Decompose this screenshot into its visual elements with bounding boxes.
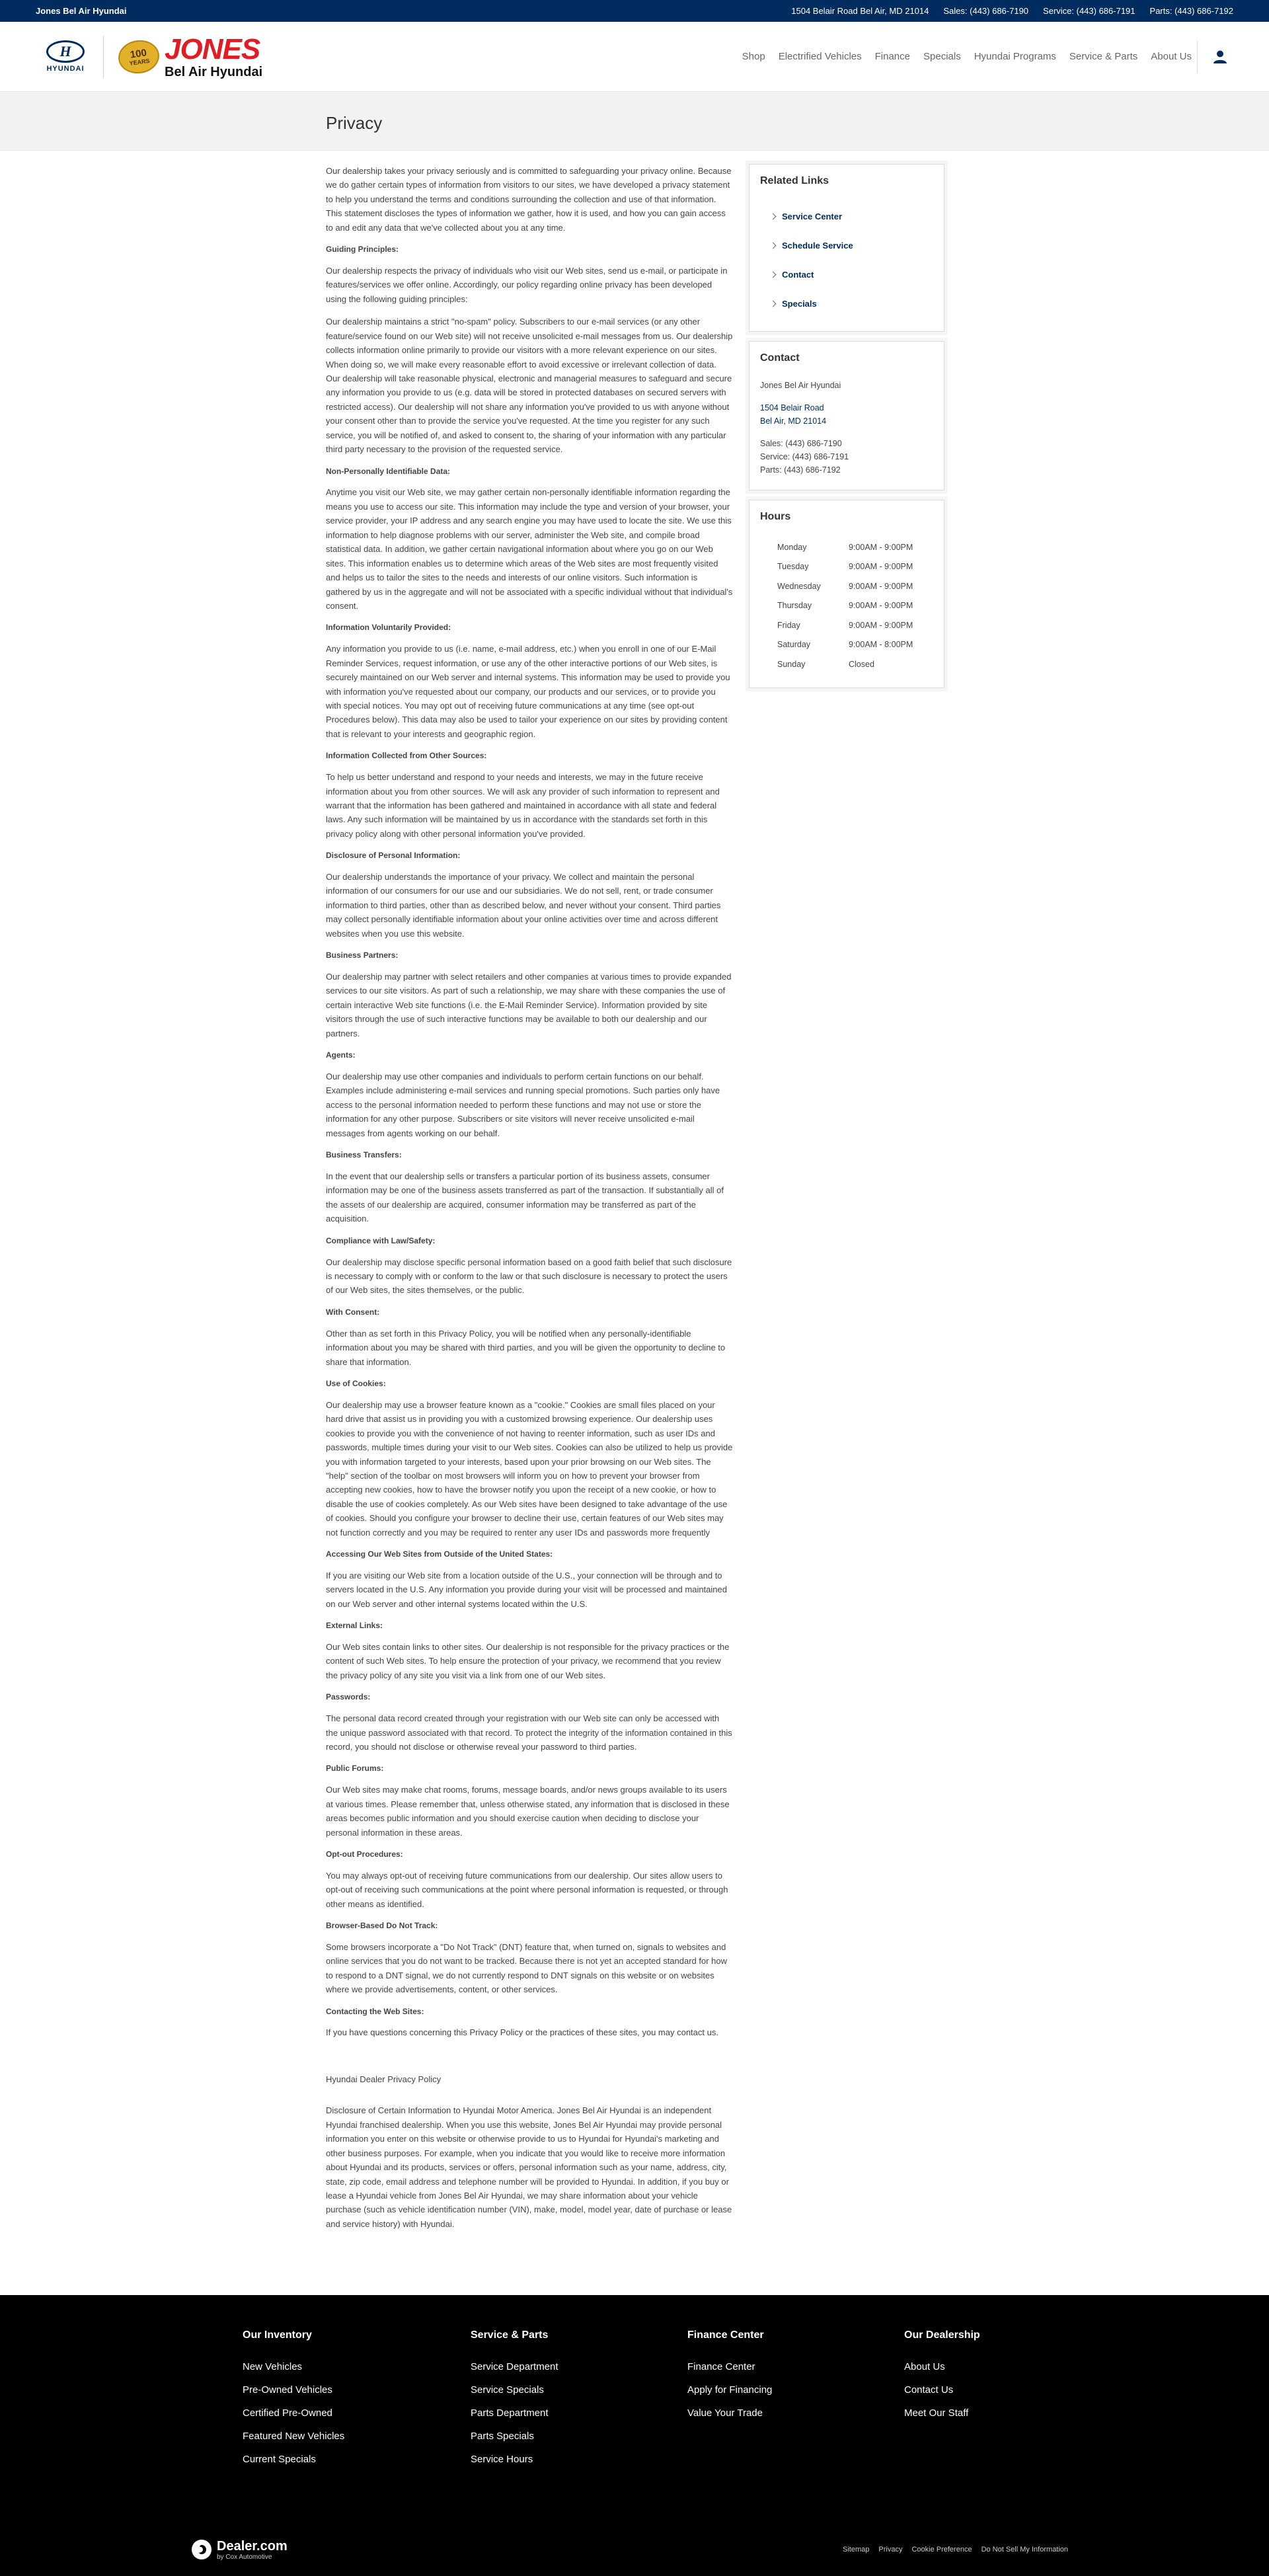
paragraph-with-consent: Other than as set forth in this Privacy Policy, you will be notified when any personally-identifiable information about you may be shared with third parties, and you will be given the opportunity to decline to share that information.	[326, 1328, 726, 1367]
heading-business-partners: Business Partners:	[326, 951, 399, 960]
heading-external-links: External Links:	[326, 1621, 383, 1631]
related-link-contact[interactable]	[760, 260, 933, 289]
related-link-specials[interactable]	[760, 289, 933, 318]
footer-col-service	[471, 2329, 687, 2477]
nav-separator	[1197, 40, 1198, 73]
hours-time: 9:00AM - 9:00PM	[849, 581, 913, 591]
footer-col-title: Our Dealership	[904, 2329, 980, 2341]
footer-col-finance	[687, 2329, 904, 2477]
chevron-right-icon	[770, 300, 777, 307]
contact-sales-phone[interactable]: Sales: (443) 686-7190	[760, 439, 842, 448]
footer-link-certified[interactable]: Certified Pre-Owned	[243, 2407, 332, 2419]
hours-day: Monday	[777, 542, 807, 552]
footer-link-finance-center[interactable]: Finance Center	[687, 2361, 755, 2373]
heading-contacting: Contacting the Web Sites:	[326, 2006, 424, 2016]
footer-link-service-dept[interactable]: Service Department	[471, 2361, 558, 2373]
paragraph-do-not-track: Some browsers incorporate a "Do Not Track" (DNT) feature that, when turned on, signals to websites and online services that you do not want to be tracked. Because there is not yet an accepted standard for how to respond to a DNT signal, we do not currently respond to DNT signals on this website or on websites where we provide advertisements, content, or other services.	[326, 1941, 728, 1995]
contact-address-line2: Bel Air, MD 21014	[760, 416, 827, 426]
paragraph-voluntary-info: Any information you provide to us (i.e. name, e-mail address, etc.) when you enroll in one of our E-Mail Reminder Services, request information, or use any of the other interactive portions of our Web sites, is securely maintained on our Web server and internal systems. This information may be used to provide you with information you've requested about our company, our products and our services, or to provide you with special notices. You may opt out of receiving future communications at any time (see opt-out Procedures below). This data may also be used to tailor your experience on our sites by providing content that is relevant to your interests and geographic region.	[326, 644, 730, 739]
footer-link-pre-owned[interactable]: Pre-Owned Vehicles	[243, 2384, 332, 2396]
badge-text: YEARS	[128, 56, 151, 67]
heading-disclosure: Disclosure of Personal Information:	[326, 851, 461, 861]
heading-do-not-track: Browser-Based Do Not Track:	[326, 1921, 438, 1931]
hyundai-logo[interactable]	[42, 40, 89, 73]
footer-link-featured-new[interactable]: Featured New Vehicles	[243, 2431, 345, 2442]
site-footer	[0, 2295, 1269, 2576]
dealer-com-logo[interactable]	[192, 2539, 288, 2561]
contact-parts-phone[interactable]: Parts: (443) 686-7192	[760, 465, 841, 475]
related-link-label: Specials	[782, 298, 817, 309]
nav-shop[interactable]: Shop	[742, 51, 765, 62]
dealer-logo-name: JONES	[165, 32, 260, 65]
paragraph-business-partners: Our dealership may partner with select retailers and other companies at various times to provide expanded services to our site visitors. As part of such a relationship, we may share with these companies the use of certain interactive Web site functions (i.e. the E-Mail Reminder Service). Information provided by site visitors through the use of such interactive functions may be available to both our dealership and our partners.	[326, 972, 732, 1038]
paragraph-disclosure: Our dealership understands the importance of your privacy. We collect and maintain the personal information of our consumers for our use and our subsidiaries. We do not sell, rent, or trade consumer information to third parties, other than as described below, and never without your consent. Third parties may collect personally identifiable information about your online activities over time and across different websites when you use this website.	[326, 872, 721, 939]
top-bar	[0, 0, 1269, 22]
heading-compliance: Compliance with Law/Safety:	[326, 1235, 436, 1245]
chevron-right-icon	[770, 242, 777, 249]
nav-finance[interactable]: Finance	[874, 51, 910, 62]
related-link-label: Service Center	[782, 211, 843, 221]
legal-link-privacy[interactable]: Privacy	[878, 2546, 903, 2554]
paragraph-guiding-2: Our dealership maintains a strict "no-spam" policy. Subscribers to our e-mail services (or any other feature/service found on our Web site) will not receive unsolicited e-mail messages from us. Our dealership collects information online primarily to provide our visitors with a more relevant experience on our sites. When doing so, we will make every reasonable effort to avoid excessive or irrelevant collection of data. Our dealership will take reasonable physical, electronic and managerial measures to safeguard and secure any information you provide to us (e.g. data will be stored in protected databases on secured servers with restricted access). Our dealership will not share any information you've provided to us with anyone without your consent other than to provide the service you've requested. At the time you register for any such service, you will be notified of, and asked to consent to, the sharing of your information with any particular third party necessary to the provision of the requested service.	[326, 317, 733, 455]
heading-guiding-principles: Guiding Principles:	[326, 245, 399, 254]
hours-day: Thursday	[777, 601, 812, 611]
hours-time: 9:00AM - 8:00PM	[849, 640, 913, 650]
related-links-card	[749, 164, 944, 332]
related-links-title: Related Links	[760, 175, 829, 186]
nav-service-parts[interactable]: Service & Parts	[1069, 51, 1138, 62]
related-link-service-center[interactable]	[760, 202, 933, 231]
privacy-policy-text	[326, 164, 733, 2240]
hours-table	[777, 537, 933, 674]
hours-row	[777, 615, 933, 635]
hours-row	[777, 576, 933, 596]
contact-title: Contact	[760, 352, 800, 364]
dealer-logo-subtitle: Bel Air Hyundai	[165, 64, 263, 79]
hours-day: Sunday	[777, 659, 806, 669]
hyundai-mark-icon: H	[46, 40, 85, 63]
hours-time: Closed	[849, 659, 874, 669]
anniversary-badge-icon	[116, 37, 161, 75]
paragraph-cookies: Our dealership may use a browser feature known as a "cookie." Cookies are small files placed on your hard drive that assist us in providing you with a customized browsing experience. Our dealership uses cookies to provide you with the convenience of not having to reenter information, such as user IDs and passwords, multiple times during your visit to our Web sites. Cookies can also be utilized to help us provide you with information targeted to your interests, based upon your prior browsing on our Web sites. The "help" section of the toolbar on most browsers will inform you on how to prevent your browser from accepting new cookies, how to have the browser notify you upon the receipt of a new cookie, or how to disable the use of cookies completely. As our Web sites have been designed to take advantage of the use of cookies. Should you configure your browser to decline their use, certain features of our Web sites may not function correctly and you may be required to renter any user IDs and passwords more frequently	[326, 1399, 733, 1538]
topbar-parts-phone[interactable]: Parts: (443) 686-7192	[1149, 6, 1233, 16]
user-account-icon[interactable]	[1207, 44, 1233, 70]
footer-col-dealership	[904, 2329, 980, 2477]
nav-electrified-vehicles[interactable]: Electrified Vehicles	[778, 51, 862, 62]
hyundai-policy-title: Hyundai Dealer Privacy Policy	[326, 2074, 442, 2084]
hours-title: Hours	[760, 511, 791, 522]
footer-link-service-specials[interactable]: Service Specials	[471, 2384, 544, 2396]
brand-divider	[103, 36, 104, 78]
policy-intro: Our dealership takes your privacy seriously and is committed to safeguarding your privacy online. Because we do gather certain types of information from visitors to our sites, we have developed a privacy statement to help you understand the terms and conditions surrounding the collection and use of that information. This statement discloses the types of information we gather, how it is used, and how you can gain access to and edit any data that we've collected about you at any time.	[326, 166, 732, 233]
hours-row	[777, 596, 933, 616]
site-header	[0, 22, 1269, 92]
section-spacer	[326, 2049, 733, 2072]
paragraph-non-personal-data: Anytime you visit our Web site, we may gather certain non-personally identifiable information regarding the means you use to access our site. This information may include the type and version of your browser, your service provider, your IP address and any search engine you may have used to locate the site. We use this information to help diagnose problems with our server, administer the Web site, and compile broad statistical data. In addition, we gather certain navigational information about where you go on our Web sites. This information enables us to determine which areas of the Web sites are most frequently visited and helps us to tailor the sites to the needs and interests of our online visitors. Such information is gathered by us in the aggregate and will not be associated with a specific individual without that individual's consent.	[326, 487, 733, 611]
hours-day: Friday	[777, 620, 800, 630]
related-link-schedule-service[interactable]	[760, 231, 933, 260]
footer-col-title: Service & Parts	[471, 2329, 549, 2341]
heading-agents: Agents:	[326, 1050, 356, 1060]
footer-link-value-trade[interactable]: Value Your Trade	[687, 2407, 763, 2419]
badge-number: 100	[129, 46, 147, 60]
contact-dealer-name: Jones Bel Air Hyundai	[760, 381, 841, 390]
hours-row	[777, 557, 933, 577]
heading-cookies: Use of Cookies:	[326, 1378, 386, 1388]
paragraph-external-links: Our Web sites contain links to other sites. Our dealership is not responsible for the privacy practices or the content of such Web sites. To help ensure the protection of your privacy, we recommend that you review the privacy policy of any site you visit via a link from one of our Web sites.	[326, 1642, 730, 1680]
heading-outside-us: Accessing Our Web Sites from Outside of the United States:	[326, 1549, 553, 1559]
hours-row	[777, 654, 933, 674]
footer-link-about-us[interactable]: About Us	[904, 2361, 945, 2373]
topbar-service-phone[interactable]: Service: (443) 686-7191	[1043, 6, 1135, 16]
footer-link-new-vehicles[interactable]: New Vehicles	[243, 2361, 303, 2373]
footer-bottom-bar	[0, 2523, 1269, 2576]
dealer-com-sub: by Cox Automotive	[217, 2553, 272, 2561]
footer-link-parts-dept[interactable]: Parts Department	[471, 2407, 549, 2419]
paragraph-passwords: The personal data record created through your registration with our Web site can only be accessed with the unique password associated with that record. To protect the integrity of the information contained in this record, you should not disclose or otherwise reveal your password to third parties.	[326, 1713, 732, 1752]
paragraph-agents: Our dealership may use other companies and individuals to perform certain functions on our behalf. Examples include administering e-mail services and running special promotions. Such parties only have access to the personal information needed to perform these functions and may not use or store the information for any other purpose. Subscribers or site visitors will never receive unsolicited e-mail messages from agents working on our behalf.	[326, 1072, 720, 1138]
footer-col-title: Finance Center	[687, 2329, 764, 2341]
paragraph-public-forums: Our Web sites may make chat rooms, forums, message boards, and/or news groups available to its users at various times. Please remember that, unless otherwise stated, any information that is disclosed in these areas becomes public information and you should exercise caution when deciding to disclose your personal information in these areas.	[326, 1785, 730, 1838]
nav-about-us[interactable]: About Us	[1151, 51, 1192, 62]
paragraph-hyundai-policy: Disclosure of Certain Information to Hyundai Motor America. Jones Bel Air Hyundai is an independent Hyundai franchised dealership. When you use this website, Jones Bel Air Hyundai may provide personal information you enter on this website or otherwise provide to us to Hyundai for Hyundai's marketing and other business purposes. For example, when you indicate that you would like to receive more information about Hyundai and its products, services or offers, personal information such as your name, address, city, state, zip code, email address and telephone number will be provided to Hyundai. In addition, if you buy or lease a Hyundai vehicle from Jones Bel Air Hyundai, we may share information about your vehicle purchase (such as vehicle identification number (VIN), make, model, model year, date of purchase or lease and service history) with Hyundai.	[326, 2105, 732, 2229]
hours-time: 9:00AM - 9:00PM	[849, 620, 913, 630]
paragraph-opt-out: You may always opt-out of receiving future communications from our dealership. Our sites allow users to opt-out of receiving such communications at the point where personal information is requested, or through other means as identified.	[326, 1870, 728, 1909]
paragraph-other-sources: To help us better understand and respond to your needs and interests, we may in the future receive information about you from other sources. We will ask any provider of such information to represent and warrant that the information has been gathered and maintained in accordance with all state and federal laws. Any such information will be maintained by us in accordance with the standards set forth in this privacy policy along with other personal information you've provided.	[326, 772, 720, 839]
brand-logos[interactable]	[42, 32, 263, 79]
nav-hyundai-programs[interactable]: Hyundai Programs	[974, 51, 1056, 62]
paragraph-contacting: If you have questions concerning this Privacy Policy or the practices of these sites, you may contact us.	[326, 2027, 718, 2038]
footer-link-current-specials[interactable]: Current Specials	[243, 2454, 316, 2466]
dealer-com-mark-icon	[192, 2540, 212, 2559]
hours-time: 9:00AM - 9:00PM	[849, 601, 913, 611]
footer-col-title: Our Inventory	[243, 2329, 312, 2341]
paragraph-guiding-1: Our dealership respects the privacy of individuals who visit our Web sites, send us e-mail, or participate in features/services we offer online. Accordingly, our policy regarding online privacy has been developed using the following guiding principles:	[326, 265, 728, 304]
legal-link-cookie-preference[interactable]: Cookie Preference	[911, 2546, 972, 2554]
heading-passwords: Passwords:	[326, 1692, 371, 1702]
hours-day: Saturday	[777, 640, 811, 650]
chevron-right-icon	[770, 271, 777, 278]
heading-business-transfers: Business Transfers:	[326, 1150, 402, 1160]
legal-link-sitemap[interactable]: Sitemap	[843, 2546, 870, 2554]
footer-link-meet-staff[interactable]: Meet Our Staff	[904, 2407, 969, 2419]
footer-col-inventory	[243, 2329, 471, 2477]
related-link-label: Schedule Service	[782, 240, 853, 251]
page-title-band	[0, 92, 1269, 151]
hyundai-wordmark: HYUNDAI	[46, 65, 85, 73]
page-title: Privacy	[326, 113, 383, 133]
contact-address-line1: 1504 Belair Road	[760, 403, 824, 412]
hours-day: Tuesday	[777, 562, 809, 572]
main-nav	[742, 51, 1192, 62]
legal-link-do-not-sell[interactable]: Do Not Sell My Information	[981, 2546, 1068, 2554]
hours-row	[777, 537, 933, 557]
heading-with-consent: With Consent:	[326, 1307, 380, 1317]
hours-time: 9:00AM - 9:00PM	[849, 562, 913, 572]
hours-card	[749, 500, 944, 688]
legal-links	[843, 2546, 1068, 2554]
main-content	[0, 151, 1269, 2240]
heading-other-sources: Information Collected from Other Sources:	[326, 751, 487, 761]
contact-card	[749, 341, 944, 490]
heading-non-personal-data: Non-Personally Identifiable Data:	[326, 466, 451, 476]
related-link-label: Contact	[782, 269, 814, 280]
sidebar	[749, 164, 944, 2240]
dealer-com-brand: Dealer.com	[217, 2538, 288, 2554]
paragraph-compliance: Our dealership may disclose specific personal information based on a good faith belief that such disclosure is necessary to comply with or conform to the law or that such disclosure is necessary to protect the users of our Web sites, the sites themselves, or the public.	[326, 1257, 732, 1296]
contact-address[interactable]	[760, 401, 933, 428]
contact-service-phone[interactable]: Service: (443) 686-7191	[760, 452, 849, 461]
footer-link-service-hours[interactable]: Service Hours	[471, 2454, 533, 2466]
topbar-address[interactable]: 1504 Belair Road Bel Air, MD 21014	[791, 6, 929, 16]
heading-opt-out: Opt-out Procedures:	[326, 1850, 403, 1859]
chevron-right-icon	[770, 213, 777, 219]
topbar-dealer-name[interactable]: Jones Bel Air Hyundai	[36, 6, 127, 16]
footer-link-apply-financing[interactable]: Apply for Financing	[687, 2384, 773, 2396]
footer-link-parts-specials[interactable]: Parts Specials	[471, 2431, 534, 2442]
nav-specials[interactable]: Specials	[923, 51, 961, 62]
paragraph-outside-us: If you are visiting our Web site from a location outside of the U.S., your connection will be through and to servers located in the U.S. Any information you provide during your visit will be processed and maintained on our Web server and other internal systems located within the U.S.	[326, 1570, 727, 1609]
dealer-logo[interactable]	[118, 32, 263, 79]
hours-time: 9:00AM - 9:00PM	[849, 542, 913, 552]
hours-day: Wednesday	[777, 581, 821, 591]
hours-row	[777, 635, 933, 655]
topbar-sales-phone[interactable]: Sales: (443) 686-7190	[943, 6, 1029, 16]
heading-public-forums: Public Forums:	[326, 1764, 384, 1774]
footer-link-contact-us[interactable]: Contact Us	[904, 2384, 954, 2396]
heading-voluntary-info: Information Voluntarily Provided:	[326, 623, 451, 633]
paragraph-business-transfers: In the event that our dealership sells or transfers a particular portion of its business assets, consumer information may be one of the business assets transferred as part of the transaction. If substantially all of the assets of our dealership are acquired, consumer information may be transferred as part of the acquisition.	[326, 1171, 724, 1224]
